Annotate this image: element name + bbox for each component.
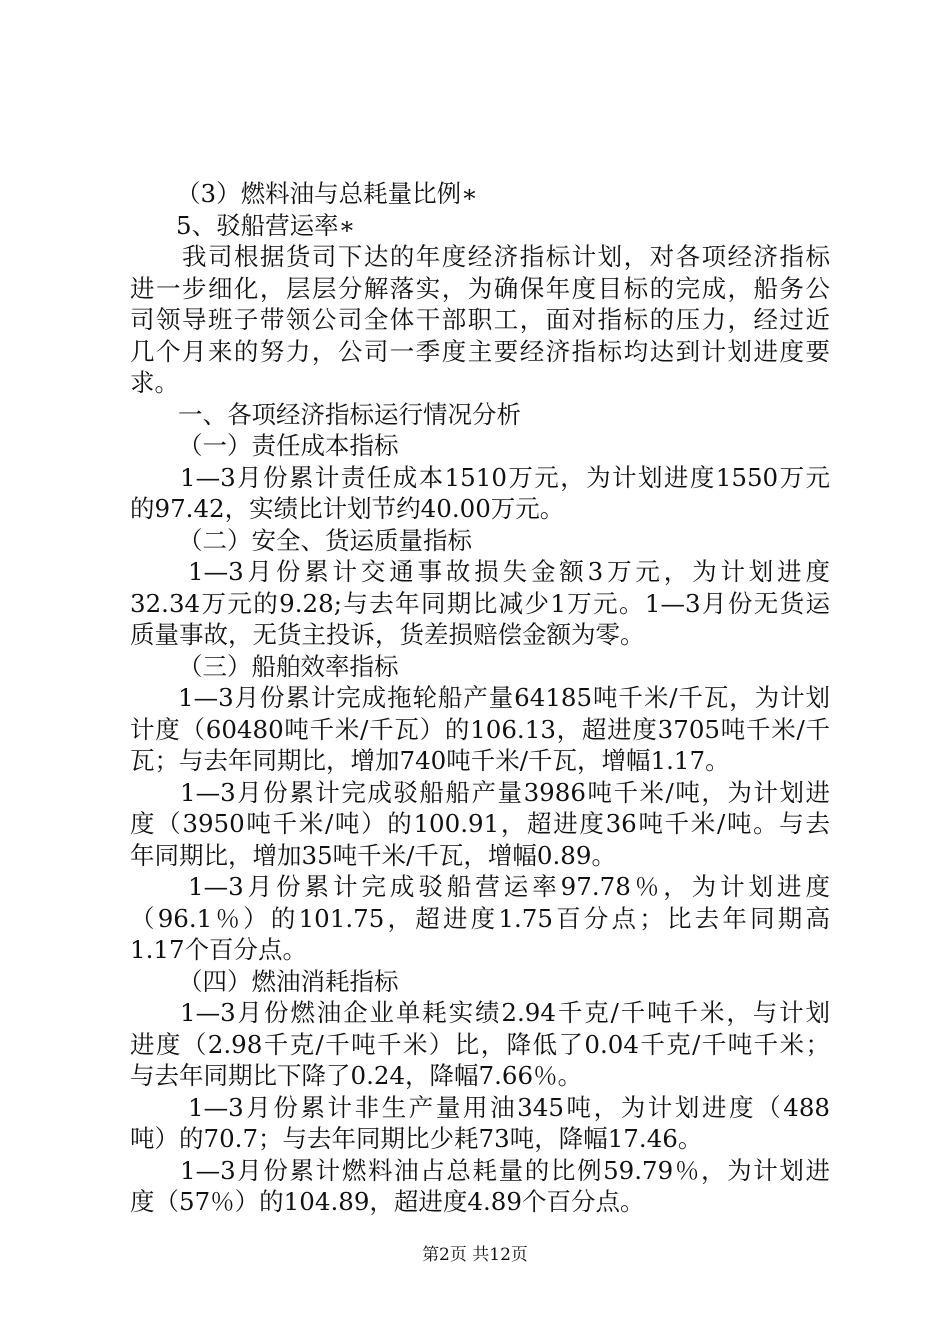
text-line: 1—3月份累计完成驳船船产量3986吨千米/吨，为计划进 — [180, 777, 830, 807]
text-line: 的97.42，实绩比计划节约40.00万元。 — [130, 494, 565, 523]
text-line: 1—3月份累计燃料油占总耗量的比例59.79％，为计划进 — [180, 1155, 830, 1185]
text-line: 吨）的70.7；与去年同期比少耗73吨，降幅17.46。 — [130, 1124, 703, 1153]
text-line: 32.34万元的9.28;与去年同期比减少1万元。1—3月份无货运 — [130, 588, 830, 618]
text-line: 瓦；与去年同期比，增加740吨千米/千瓦，增幅1.17。 — [130, 746, 730, 775]
text-line: 求。 — [130, 368, 179, 397]
text-line: 司领导班子带领公司全体干部职工，面对指标的压力，经过近 — [130, 305, 830, 334]
text-line: 几个月来的努力，公司一季度主要经济指标均达到计划进度要 — [130, 336, 830, 366]
page-footer: 第2页 共12页 — [422, 1245, 528, 1265]
text-line: （96.1％）的101.75，超进度1.75百分点；比去年同期高 — [130, 903, 830, 933]
text-line: 与去年同期比下降了0.24，降幅7.66％。 — [130, 1061, 583, 1090]
text-line: 1—3月份累计交通事故损失金额3万元，为计划进度 — [188, 557, 830, 586]
text-line: （一）责任成本指标 — [178, 431, 399, 460]
text-line: 1—3月份累计完成拖轮船产量64185吨千米/千瓦，为计划 — [178, 683, 830, 712]
text-line: 1.17个百分点。 — [130, 935, 308, 964]
text-line: 度（57％）的104.89，超进度4.89个百分点。 — [130, 1187, 645, 1216]
text-line: 我司根据货司下达的年度经济指标计划，对各项经济指标 — [182, 242, 830, 271]
text-line: （四）燃油消耗指标 — [178, 966, 399, 996]
text-line: 1—3月份燃油企业单耗实绩2.94千克/千吨千米，与计划 — [180, 998, 830, 1027]
text-line: 年同期比，增加35吨千米/千瓦，增幅0.89。 — [130, 840, 616, 870]
text-line: （三）船舶效率指标 — [178, 651, 399, 681]
text-line: 1—3月份累计完成驳船营运率97.78％，为计划进度 — [188, 872, 830, 901]
text-line: 质量事故，无货主投诉，货差损赔偿金额为零。 — [130, 620, 645, 649]
text-line: 1—3月份累计非生产量用油345吨，为计划进度（488 — [188, 1092, 830, 1122]
text-line: 5、驳船营运率∗ — [176, 210, 356, 240]
text-line: 度（3950吨千米/吨）的100.91，超进度36吨千米/吨。与去 — [130, 809, 830, 838]
text-line: （3）燃料油与总耗量比例∗ — [176, 179, 478, 208]
text-line: 一、各项经济指标运行情况分析 — [178, 399, 521, 429]
text-line: 1—3月份累计责任成本1510万元，为计划进度1550万元 — [180, 462, 830, 492]
text-line: 进度（2.98千克/千吨千米）比，降低了0.04千克/千吨千米； — [130, 1029, 830, 1059]
text-line: （二）安全、货运质量指标 — [178, 525, 472, 555]
text-line: 计度（60480吨千米/千瓦）的106.13，超进度3705吨千米/千 — [130, 714, 830, 744]
text-line: 进一步细化，层层分解落实，为确保年度目标的完成，船务公 — [130, 273, 830, 303]
